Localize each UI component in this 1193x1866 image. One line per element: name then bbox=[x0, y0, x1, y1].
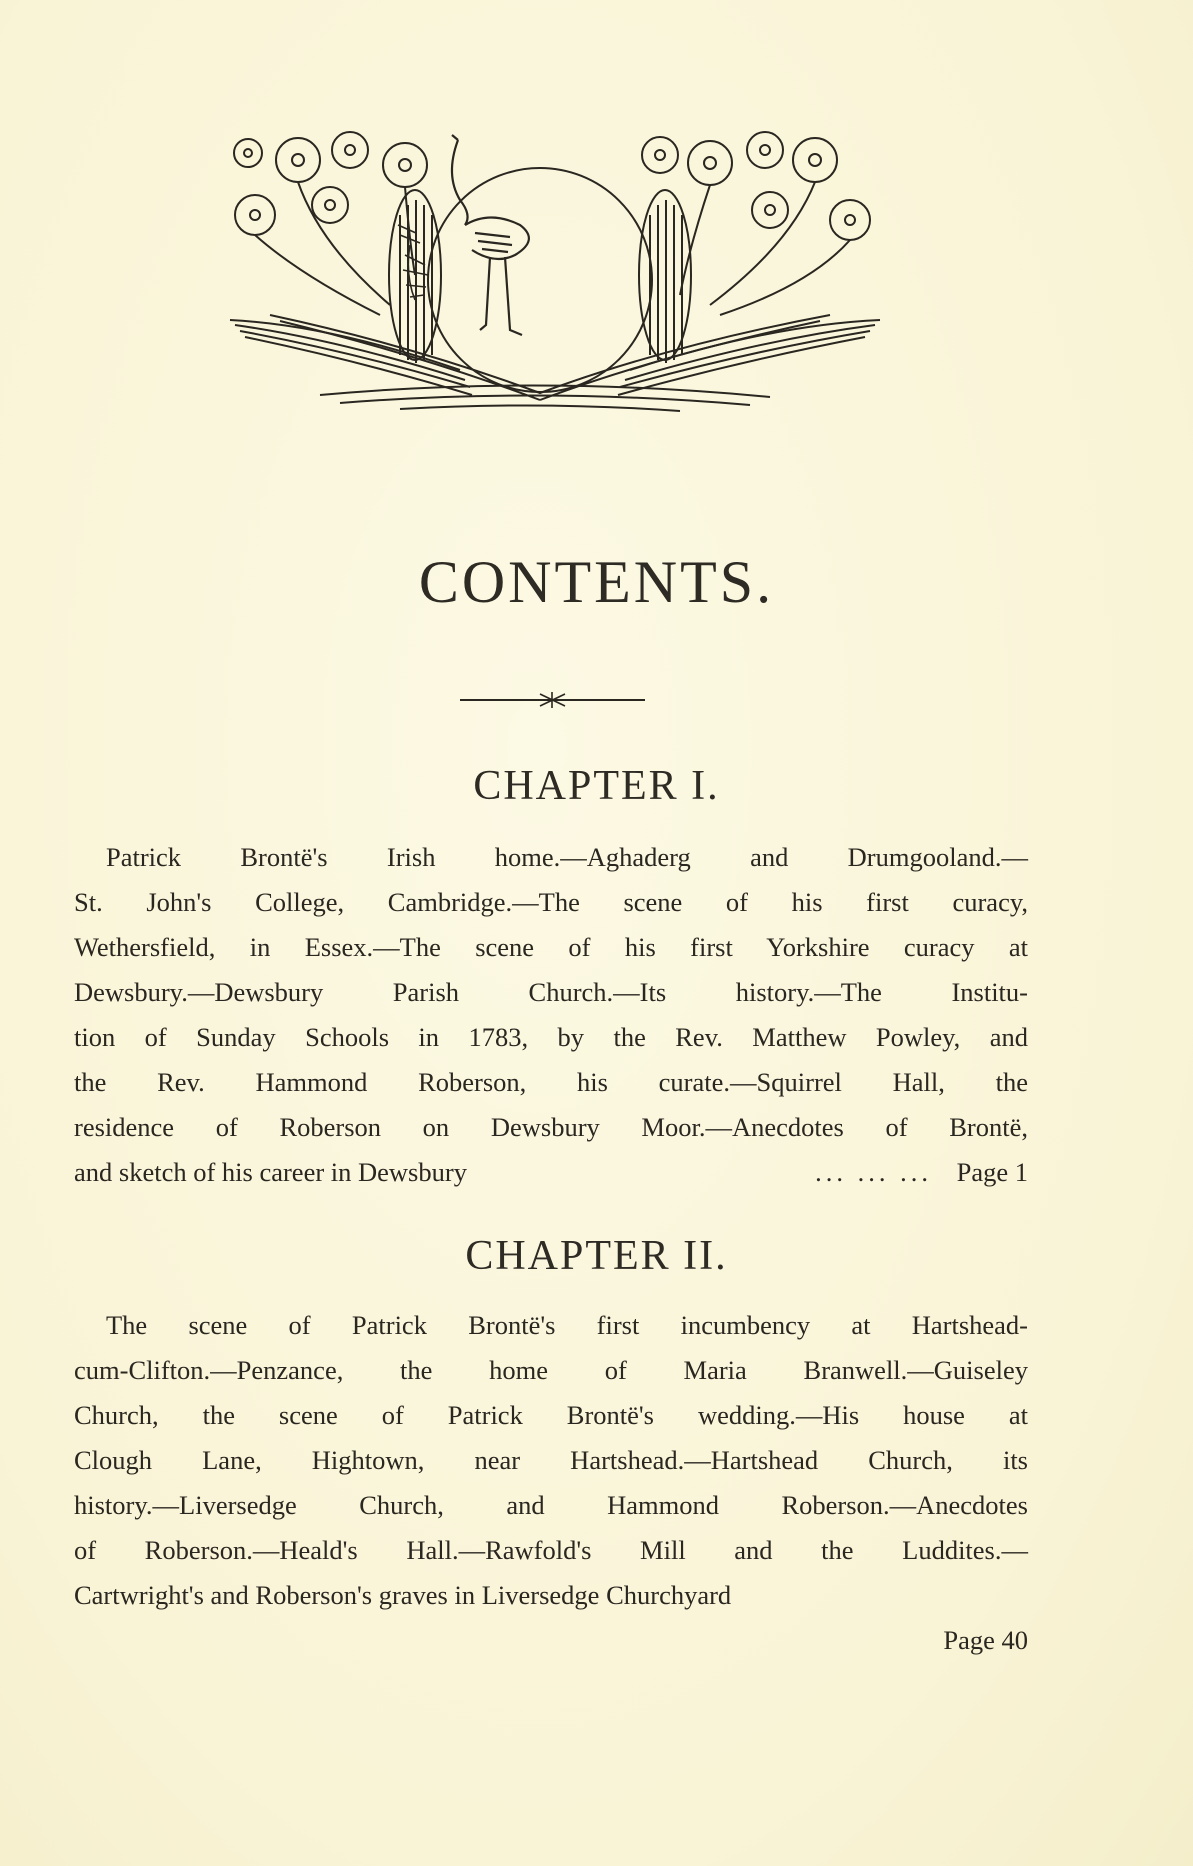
summary-line: Church, the scene of Patrick Brontë's wedding.—His house at bbox=[74, 1400, 1028, 1430]
chapter-heading: CHAPTER I. bbox=[473, 763, 720, 809]
summary-line: of Roberson.—Heald's Hall.—Rawfold's Mill and the Luddites.— bbox=[74, 1535, 1028, 1565]
summary-line: The scene of Patrick Brontë's first incumbency at Hartshead- bbox=[106, 1310, 1028, 1340]
summary-line: Wethersfield, in Essex.—The scene of his first Yorkshire curacy at bbox=[74, 932, 1028, 962]
summary-line: Dewsbury.—Dewsbury Parish Church.—Its history.—The Institu- bbox=[74, 977, 1028, 1007]
leader-dots: ... ... ... bbox=[815, 1157, 932, 1187]
page-title: CONTENTS. bbox=[418, 549, 775, 615]
chapter-heading: CHAPTER II. bbox=[465, 1233, 728, 1279]
summary-last-line bbox=[74, 1150, 1028, 1195]
page-reference: Page 1 bbox=[956, 1157, 1028, 1187]
page-reference: Page 40 bbox=[943, 1625, 1028, 1655]
summary-line: residence of Roberson on Dewsbury Moor.—Anecdotes of Brontë, bbox=[74, 1112, 1028, 1142]
summary-line: history.—Liversedge Church, and Hammond Roberson.—Anecdotes bbox=[74, 1490, 1028, 1520]
summary-line: Cartwright's and Roberson's graves in Liversedge Churchyard bbox=[74, 1580, 732, 1610]
summary-line: Clough Lane, Hightown, near Hartshead.—Hartshead Church, its bbox=[74, 1445, 1028, 1475]
rule-with-star-ornament-icon bbox=[460, 690, 645, 710]
summary-line: St. John's College, Cambridge.—The scene of his first curacy, bbox=[74, 887, 1028, 917]
summary-line: cum-Clifton.—Penzance, the home of Maria Branwell.—Guiseley bbox=[74, 1355, 1028, 1385]
summary-line: Patrick Brontë's Irish home.—Aghaderg and Drumgooland.— bbox=[106, 842, 1028, 872]
chapter-summary bbox=[74, 1303, 1028, 1663]
summary-line: and sketch of his career in Dewsbury bbox=[74, 1157, 467, 1187]
summary-line: tion of Sunday Schools in 1783, by the Rev. Matthew Powley, and bbox=[74, 1022, 1028, 1052]
summary-line: the Rev. Hammond Roberson, his curate.—Squirrel Hall, the bbox=[74, 1067, 1028, 1097]
heron-floral-vignette-icon bbox=[210, 125, 900, 425]
chapter-summary bbox=[74, 835, 1028, 1195]
